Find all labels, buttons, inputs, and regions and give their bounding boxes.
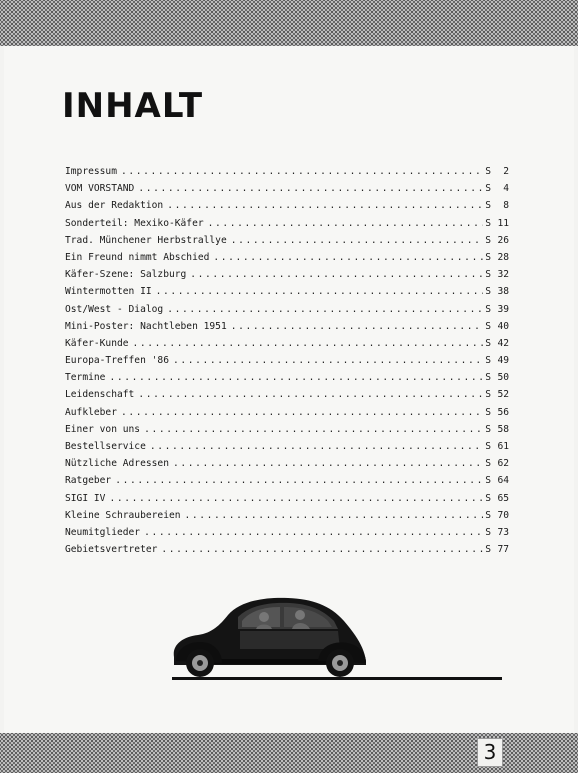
toc-entry-label: Kleine Schraubereien	[65, 509, 181, 521]
toc-entry-page: S 52	[485, 389, 509, 401]
toc-entry-page: S 26	[485, 234, 509, 246]
dot-leader	[144, 421, 483, 438]
toc-entry-label: Käfer-Kunde	[65, 337, 129, 349]
dot-leader	[138, 386, 483, 403]
toc-entry-page: S 70	[485, 509, 509, 521]
toc-entry[interactable]	[65, 455, 509, 472]
dot-leader	[156, 283, 484, 300]
toc-entry[interactable]	[65, 369, 509, 386]
dot-leader	[121, 404, 483, 421]
toc-entry-page: S 28	[485, 251, 509, 263]
toc-entry-page: S 49	[485, 355, 509, 367]
beetle-car-silhouette-icon	[168, 595, 374, 679]
toc-entry-page: S 56	[485, 406, 509, 418]
toc-entry[interactable]	[65, 438, 509, 455]
toc-entry[interactable]	[65, 490, 509, 507]
toc-entry-label: Bestellservice	[65, 441, 146, 452]
toc-entry[interactable]	[65, 283, 509, 300]
toc-entry[interactable]	[65, 180, 509, 197]
dot-leader	[231, 232, 483, 249]
dot-leader	[213, 249, 483, 266]
toc-entry-page: S 64	[485, 475, 509, 487]
ground-line	[172, 677, 502, 680]
toc-entry-page: S 11	[485, 217, 509, 229]
toc-entry-page: S 73	[485, 526, 509, 538]
toc-entry[interactable]	[65, 197, 509, 214]
toc-entry-page: S 61	[485, 441, 509, 452]
toc-entry-label: Wintermotten II	[65, 286, 152, 298]
toc-entry[interactable]	[65, 318, 509, 335]
toc-entry[interactable]	[65, 472, 509, 489]
toc-entry-label: Europa-Treffen '86	[65, 355, 169, 367]
dot-leader	[115, 472, 483, 489]
toc-entry[interactable]	[65, 421, 509, 438]
toc-entry-label: Impressum	[65, 166, 117, 177]
toc-entry-label: VOM VORSTAND	[65, 183, 135, 195]
toc-entry[interactable]	[65, 507, 509, 524]
toc-entry[interactable]	[65, 266, 509, 283]
toc-entry[interactable]	[65, 386, 509, 403]
toc-entry-page: S 62	[485, 458, 509, 470]
halftone-top-border	[0, 0, 578, 46]
dot-leader	[208, 215, 484, 232]
dot-leader	[190, 266, 483, 283]
toc-entry-label: Sonderteil: Mexiko-Käfer	[65, 217, 204, 229]
dot-leader	[109, 490, 483, 507]
toc-entry-page: S 42	[485, 337, 509, 349]
toc-entry[interactable]	[65, 335, 509, 352]
toc-entry[interactable]	[65, 232, 509, 249]
toc-entry[interactable]	[65, 163, 509, 180]
toc-entry[interactable]	[65, 541, 509, 558]
dot-leader	[167, 197, 483, 214]
toc-entry-label: Trad. Münchener Herbstrallye	[65, 234, 227, 246]
toc-entry-label: Gebietsvertreter	[65, 544, 158, 556]
dot-leader	[173, 352, 483, 369]
dot-leader	[150, 438, 483, 455]
dot-leader	[231, 318, 483, 335]
toc-entry-label: Termine	[65, 372, 106, 384]
toc-entry-label: Ratgeber	[65, 475, 112, 487]
dot-leader	[133, 335, 484, 352]
toc-entry-label: Neumitglieder	[65, 526, 141, 538]
toc-entry-page: S 2	[485, 166, 509, 177]
toc-entry[interactable]	[65, 215, 509, 232]
toc-entry-label: Nützliche Adressen	[65, 458, 169, 470]
toc-entry-label: Einer von uns	[65, 423, 141, 435]
toc-entry-page: S 77	[485, 544, 509, 556]
table-of-contents	[65, 163, 509, 558]
toc-entry-page: S 58	[485, 423, 509, 435]
toc-entry-label: Käfer-Szene: Salzburg	[65, 269, 187, 281]
toc-entry-page: S 39	[485, 303, 509, 315]
toc-entry-page: S 38	[485, 286, 509, 298]
toc-entry[interactable]	[65, 404, 509, 421]
dot-leader	[121, 163, 483, 180]
dot-leader	[185, 507, 484, 524]
dot-leader	[109, 369, 483, 386]
toc-entry-label: SIGI IV	[65, 492, 106, 504]
dot-leader	[144, 524, 483, 541]
toc-entry-page: S 50	[485, 372, 509, 384]
toc-entry-label: Leidenschaft	[65, 389, 135, 401]
toc-entry-label: Mini-Poster: Nachtleben 1951	[65, 320, 227, 332]
toc-entry[interactable]	[65, 249, 509, 266]
toc-entry-label: Ein Freund nimmt Abschied	[65, 251, 210, 263]
page-number: 3	[477, 738, 503, 767]
toc-entry-page: S 40	[485, 320, 509, 332]
toc-entry[interactable]	[65, 524, 509, 541]
toc-entry-label: Aus der Redaktion	[65, 200, 164, 212]
toc-entry-page: S 8	[485, 200, 509, 212]
dot-leader	[167, 301, 483, 318]
toc-entry-label: Ost/West - Dialog	[65, 303, 164, 315]
dot-leader	[173, 455, 483, 472]
dot-leader	[138, 180, 483, 197]
dot-leader	[161, 541, 483, 558]
toc-entry-label: Aufkleber	[65, 406, 117, 418]
toc-entry[interactable]	[65, 352, 509, 369]
toc-entry-page: S 32	[485, 269, 509, 281]
page-title: INHALT	[62, 86, 204, 126]
toc-entry[interactable]	[65, 301, 509, 318]
toc-entry-page: S 65	[485, 492, 509, 504]
toc-entry-page: S 4	[485, 183, 509, 195]
